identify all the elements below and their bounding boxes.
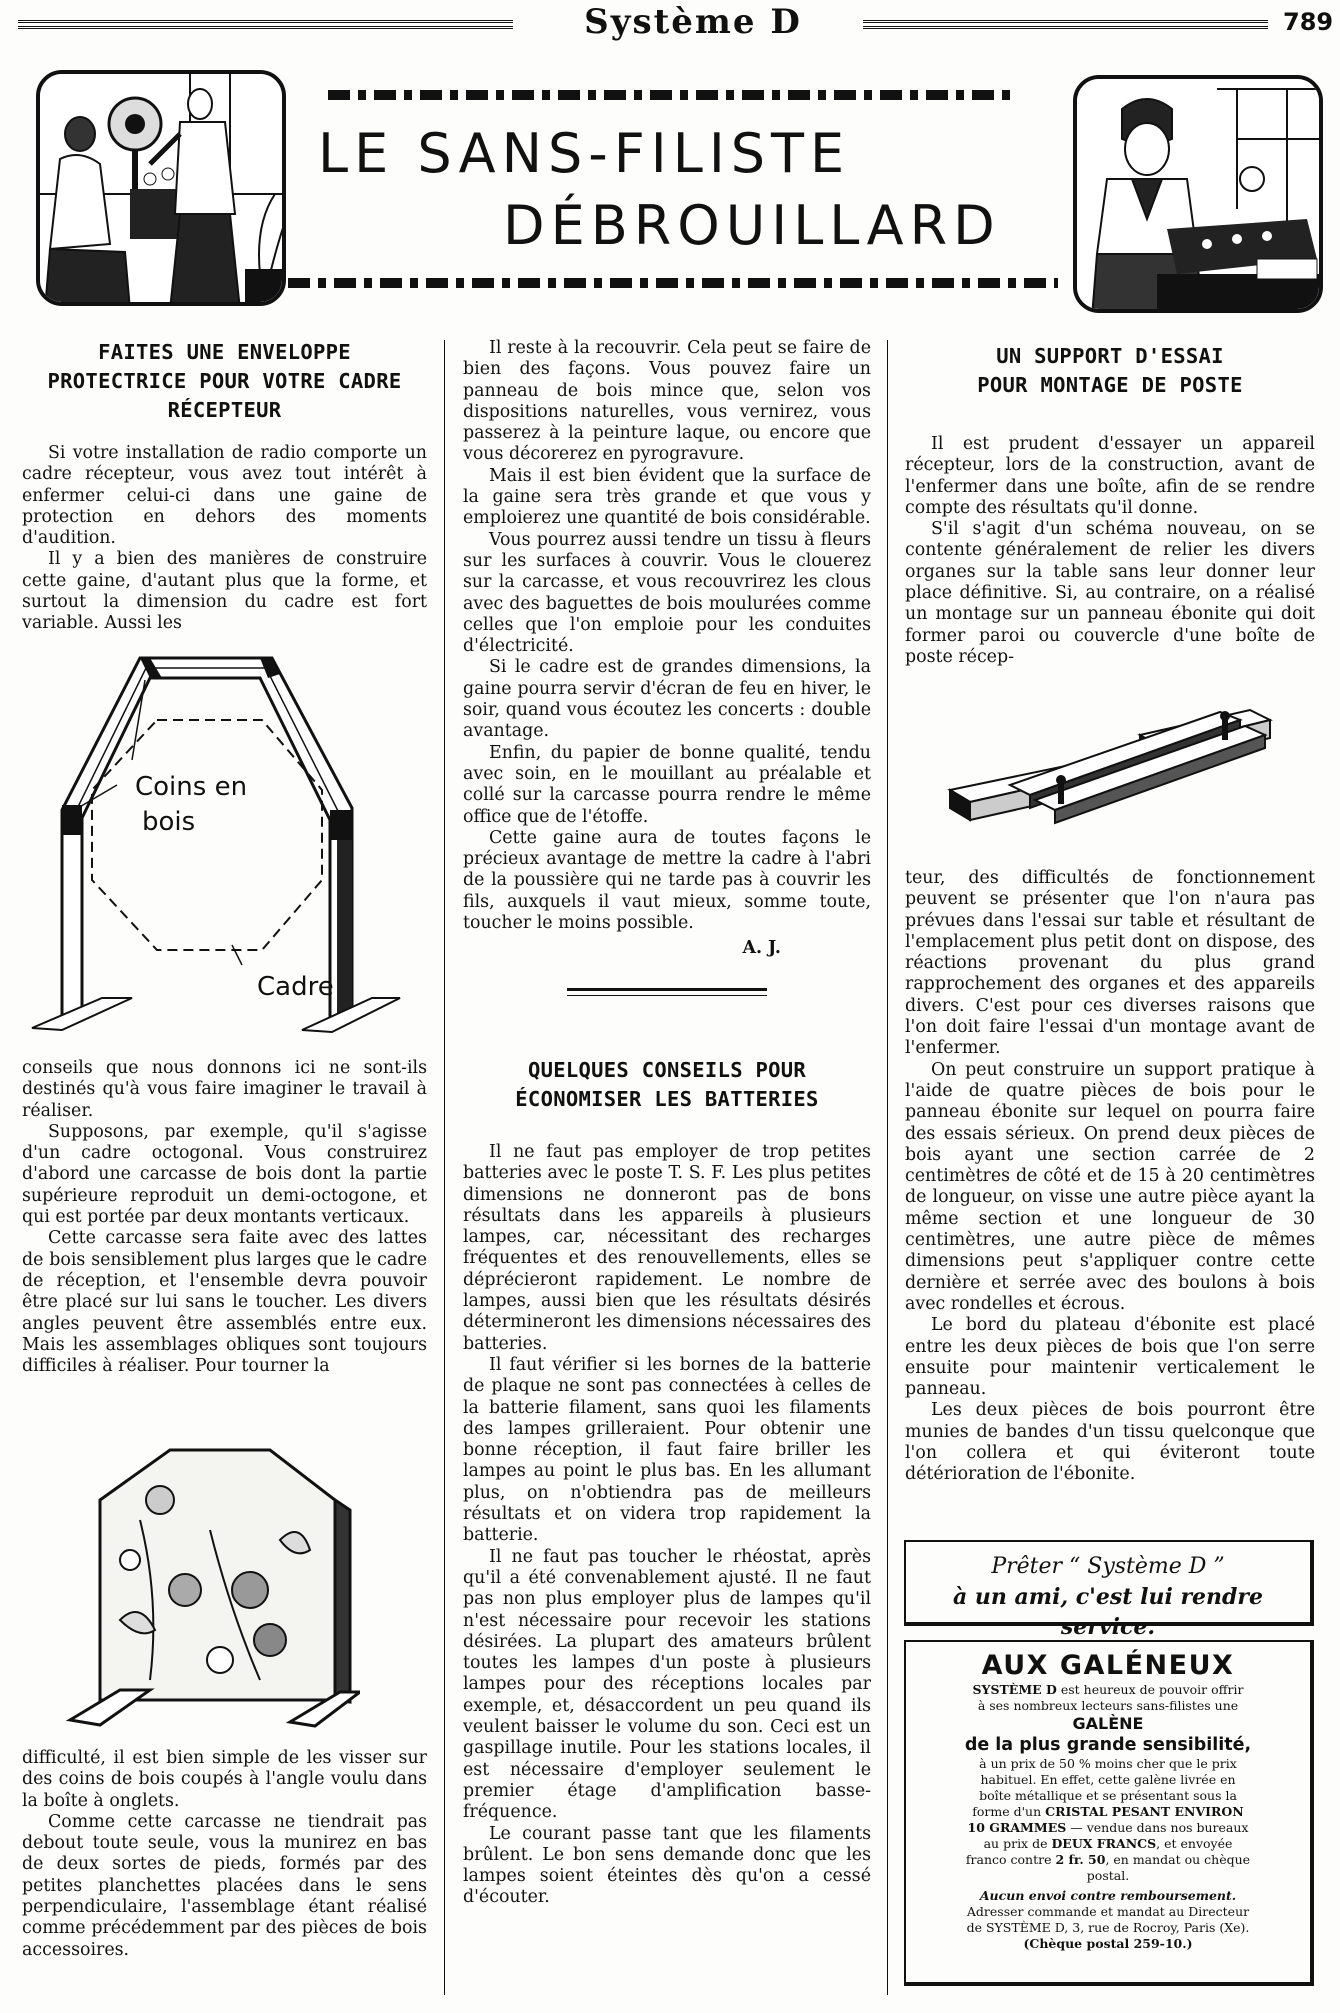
illustration-left (36, 70, 286, 306)
ad-price-line-6b: , et envoyée (1156, 1836, 1233, 1851)
separator-rule-thin (567, 995, 767, 996)
ad-price-line-8: postal. (1086, 1868, 1130, 1883)
flower-cover-drawing (60, 1440, 360, 1740)
ad-crystal: CRISTAL PESANT ENVIRON (1045, 1804, 1244, 1819)
test-support-drawing (940, 690, 1290, 850)
article-cadre-paragraph: Comme cette carcasse ne tiendrait pas debout toute seule, vous la munirez en bas de deux sortes de pieds, formés par des petites planchettes placées dans le sens perpendiculaire, l'assemblage étant réalisé comme précédemment par des pièces de bois accessoires. (22, 1811, 427, 1960)
article-support-paragraph: S'il s'agit d'un schéma nouveau, on se contente généralement de relier les divers organes sur la table sans leur donner leur place définitive. Si, au contraire, on a réalisé un montage sur un panneau ébonite qui doit former paroi ou couvercle d'une boîte de poste récep- (905, 519, 1315, 667)
title-rule-bottom (288, 278, 1058, 288)
article-cadre-paragraph: conseils que nous donnons ici ne sont-ils destinés qu'à vous faire imaginer le travail à réaliser. (22, 1058, 427, 1121)
magazine-name: Système D (584, 2, 802, 42)
article-support-part1 (905, 342, 1315, 668)
ad-price-line-7b: , en mandat ou chèque (1105, 1852, 1251, 1867)
article-cadre-heading: FAITES UNE ENVELOPPE PROTECTRICE POUR VOTRE CADRE RÉCEPTEUR (47, 340, 402, 422)
article-support-heading-1: UN SUPPORT D'ESSAI (996, 344, 1224, 368)
ad-price-line-1: à un prix de 50 % moins cher que le prix (979, 1756, 1237, 1771)
figure-test-support (940, 690, 1290, 850)
column-rule-2 (887, 340, 888, 1995)
ad-line-2: à ses nombreux lecteurs sans-filistes une (977, 1698, 1239, 1713)
ad-price-line-6: au prix de (983, 1836, 1052, 1851)
column-rule-1 (444, 340, 445, 1995)
article-batteries-paragraph: Il ne faut pas toucher le rhéostat, après qu'il a été convenablement ajusté. Il ne faut pas non plus employer plus de lampes qu'il n'est nécessaire pour recevoir les stations désirées. La plupart des amateurs brûlent toutes les lampes d'un poste à plusieurs lampes pour des réceptions locales par exemple, et, désaccordent un peu quand ils veulent baisser le volume du son. Ceci est un gaspillage inutile. Pour les stations locales, il est nécessaire d'employer seulement le premier étage d'amplification basse-fréquence. (463, 1546, 871, 1823)
page-number: 789 (1283, 8, 1334, 36)
article-support-paragraph: Le bord du plateau d'ébonite est placé entre les deux pièces de bois que l'on serre ensuite pour maintenir verticalement le panneau. (905, 1315, 1315, 1400)
article-batteries (463, 1056, 871, 1909)
article-cadre-paragraph: Cette gaine aura de toutes façons le précieux avantage de mettre la cadre à l'abri de la poussière qui ne tarde pas à couvrir les fils, auxquels il vaut mieux, somme toute, toucher le moins possible. (463, 827, 871, 934)
masthead-rule-left (18, 20, 513, 29)
article-cadre-part1 (22, 338, 427, 635)
ad-price-line-7: franco contre (965, 1852, 1056, 1867)
article-batteries-paragraph: Le courant passe tant que les filaments brûlent. Le bon sens demande donc que les lampes soient éteintes dès qu'on a cessé d'écouter. (463, 1823, 871, 1908)
article-batteries-heading-1: QUELQUES CONSEILS POUR (527, 1058, 807, 1082)
article-cadre-paragraph: Si le cadre est de grandes dimensions, la gaine pourra servir d'écran de feu en hiver, le soir, quand vous écoutez les concerts : double avantage. (463, 657, 871, 742)
article-cadre-part2 (22, 1058, 427, 1377)
ad-address-line-1: Adresser commande et mandat au Directeur (966, 1904, 1250, 1919)
article-support-paragraph: Les deux pièces de bois pourront être munies de bandes d'un tissu quelconque que l'on collera et qui éviteront toute détérioration de l'ébonite. (905, 1400, 1315, 1485)
octagon-frame-drawing (22, 650, 427, 1040)
ad-galene: GALÈNE (1072, 1714, 1144, 1733)
ad-line-1: est heureux de pouvoir offrir (1056, 1682, 1244, 1697)
article-batteries-paragraph: Il ne faut pas employer de trop petites batteries avec le poste T. S. F. Les plus petites dimensions ne donneront pas de bons résultats dans les appareils à plusieurs lampes, car, nécessitant des recharges fréquentes et des renouvellements, elles se déprécieront rapidement. Le nombre de lampes, aussi bien que les résultats désirés détermineront les dimensions nécessaires des batteries. (463, 1142, 871, 1354)
article-cadre-paragraph: Supposons, par exemple, qu'il s'agisse d'un cadre octogonal. Vous construirez d'abord une carcasse de bois dont la partie supérieure reproduit un demi-octogone, et qui est portée par deux montants verticaux. (22, 1121, 427, 1228)
masthead-rule-right (863, 20, 1268, 29)
promo-box-preter (904, 1540, 1314, 1640)
promo-preter-line-1: Prêter “ Système D ” (991, 1554, 1225, 1579)
title-rule-top (328, 90, 1018, 100)
article-cadre-paragraph: Enfin, du papier de bonne qualité, tendu avec soin, en le mouillant au préalable et collé sur la carcasse pourra rendre le même office que de l'étoffe. (463, 742, 871, 827)
title-line-2: DÉBROUILLARD (503, 194, 1001, 257)
label-cadre: Cadre (257, 972, 334, 1002)
masthead (18, 2, 1334, 42)
figure-octagon-frame (22, 650, 427, 1040)
illustration-left-drawing (40, 74, 286, 306)
ad-price: DEUX FRANCS (1051, 1836, 1157, 1851)
article-support-paragraph: On peut construire un support pratique à l'aide de quatre pièces de bois pour le panneau ébonite sur lequel on pourra faire des essais sérieux. On prend deux pièces de bois ayant une section carrée de 2 centimètres de côté et de 15 à 20 centimètres de longueur, on visse une autre pièce ayant la même section et une longueur de 30 centimètres, une autre pièce de mêmes dimensions peut s'appliquer contre cette dernière et serrée avec des boulons à bois avec rondelles et écrous. (905, 1059, 1315, 1314)
label-coins: Coins en (135, 772, 248, 802)
illustration-right (1073, 75, 1323, 313)
article-cadre-paragraph: Si votre installation de radio comporte un cadre récepteur, vous avez tout intérêt à enfermer celui-ci dans une gaine de protection en dehors des moments d'audition. (22, 443, 427, 549)
figure-flower-cover (60, 1440, 360, 1740)
ad-weight: 10 GRAMMES (967, 1820, 1067, 1835)
article-cadre-paragraph: Il reste à la recouvrir. Cela peut se faire de bien des façons. Vous pouvez faire un panneau de bois mince que, selon vos dispositions naturelles, vous vernirez, vous passerez à la peinture laque, ou encore que vous décorerez en pyrogravure. (463, 338, 871, 465)
article-cadre-paragraph: Vous pourrez aussi tendre un tissu à fleurs sur les surfaces à couvrir. Vous le clouerez sur la carcasse, et vous recouvrirez les clous avec des baguettes de bois moulurées comme celles que l'on emploie pour les conduites d'électricité. (463, 529, 871, 657)
ad-cheque: (Chèque postal 259-10.) (1023, 1936, 1193, 1951)
promo-preter-line-2: à un ami, c'est lui rendre service. (952, 1584, 1264, 1640)
ad-sensibilite: de la plus grande sensibilité, (964, 1735, 1252, 1755)
article-cadre-part3 (22, 1748, 427, 1961)
article-cadre-paragraph: Cette carcasse sera faite avec des lattes de bois sensiblement plus larges que le cadre de réception, et l'ensemble devra pouvoir être placé sur lui sans le toucher. Les divers angles peuvent être assemblés entre eux. Mais les assemblages obliques sont toujours difficiles à réaliser. Pour tourner la (22, 1228, 427, 1377)
ad-title: AUX GALÉNEUX (981, 1650, 1235, 1681)
article-batteries-paragraph: Il faut vérifier si les bornes de la batterie de plaque ne sont pas connectées à celles de la batterie filament, sans quoi les filaments des lampes grilleraient. Pour obtenir une bonne réception, il faut faire briller les lampes au point le plus bas. En les allumant plus, on n'obtiendra pas de meilleurs résultats et on videra trop rapidement la batterie. (463, 1354, 871, 1546)
title-block (18, 60, 1322, 318)
article-cadre-paragraph: Mais il est bien évident que la surface de la gaine sera très grande et que vous y emploierez une quantité de bois considérable. (463, 465, 871, 529)
article-cadre-paragraph: Il y a bien des manières de construire cette gaine, d'autant plus que la forme, et surtout la dimension du cadre est fort variable. Aussi les (22, 549, 427, 634)
article-support-paragraph: teur, des difficultés de fonctionnement peuvent se présenter que l'on n'aura pas prévues dans l'essai sur table et résultant de l'emplacement plus petit dont on dispose, des réactions provenant du plus grand rapprochement des organes et des appareils divers. C'est pour ces diverses raisons que l'on doit faire l'essai d'un montage avant de l'enfermer. (905, 868, 1315, 1059)
article-cadre-part4 (463, 338, 871, 996)
article-cadre-paragraph: difficulté, il est bien simple de les visser sur des coins de bois coupés à l'angle voulu dans la boîte à onglets. (22, 1748, 427, 1811)
ad-no-cod: Aucun envoi contre remboursement. (979, 1888, 1237, 1903)
ad-price-line-5: — vendue dans nos bureaux (1066, 1820, 1249, 1835)
article-support-heading-2: POUR MONTAGE DE POSTE (977, 373, 1243, 397)
ad-brand: SYSTÈME D (972, 1682, 1057, 1697)
title-line-1: LE SANS-FILISTE (318, 122, 851, 185)
separator-rule (567, 988, 767, 991)
ad-box-galeneux (904, 1640, 1314, 1986)
article-signature: A. J. (742, 938, 781, 959)
ad-price-line-3: boîte métallique et se présentant sous la (979, 1788, 1237, 1803)
article-support-part2 (905, 868, 1315, 1486)
illustration-right-drawing (1077, 79, 1323, 313)
ad-address-line-2: de SYSTÈME D, 3, rue de Rocroy, Paris (Xe). (966, 1920, 1250, 1935)
label-bois: bois (142, 807, 196, 837)
ad-price-line-2: habituel. En effet, cette galène livrée en (980, 1772, 1236, 1787)
ad-franco-price: 2 fr. 50 (1055, 1852, 1106, 1867)
article-batteries-heading-2: ÉCONOMISER LES BATTERIES (515, 1087, 819, 1111)
article-support-paragraph: Il est prudent d'essayer un appareil récepteur, lors de la construction, avant de l'enfermer dans une boîte, afin de se rendre compte des résultats qu'il donne. (905, 434, 1315, 518)
ad-price-line-4: forme d'un (972, 1804, 1046, 1819)
